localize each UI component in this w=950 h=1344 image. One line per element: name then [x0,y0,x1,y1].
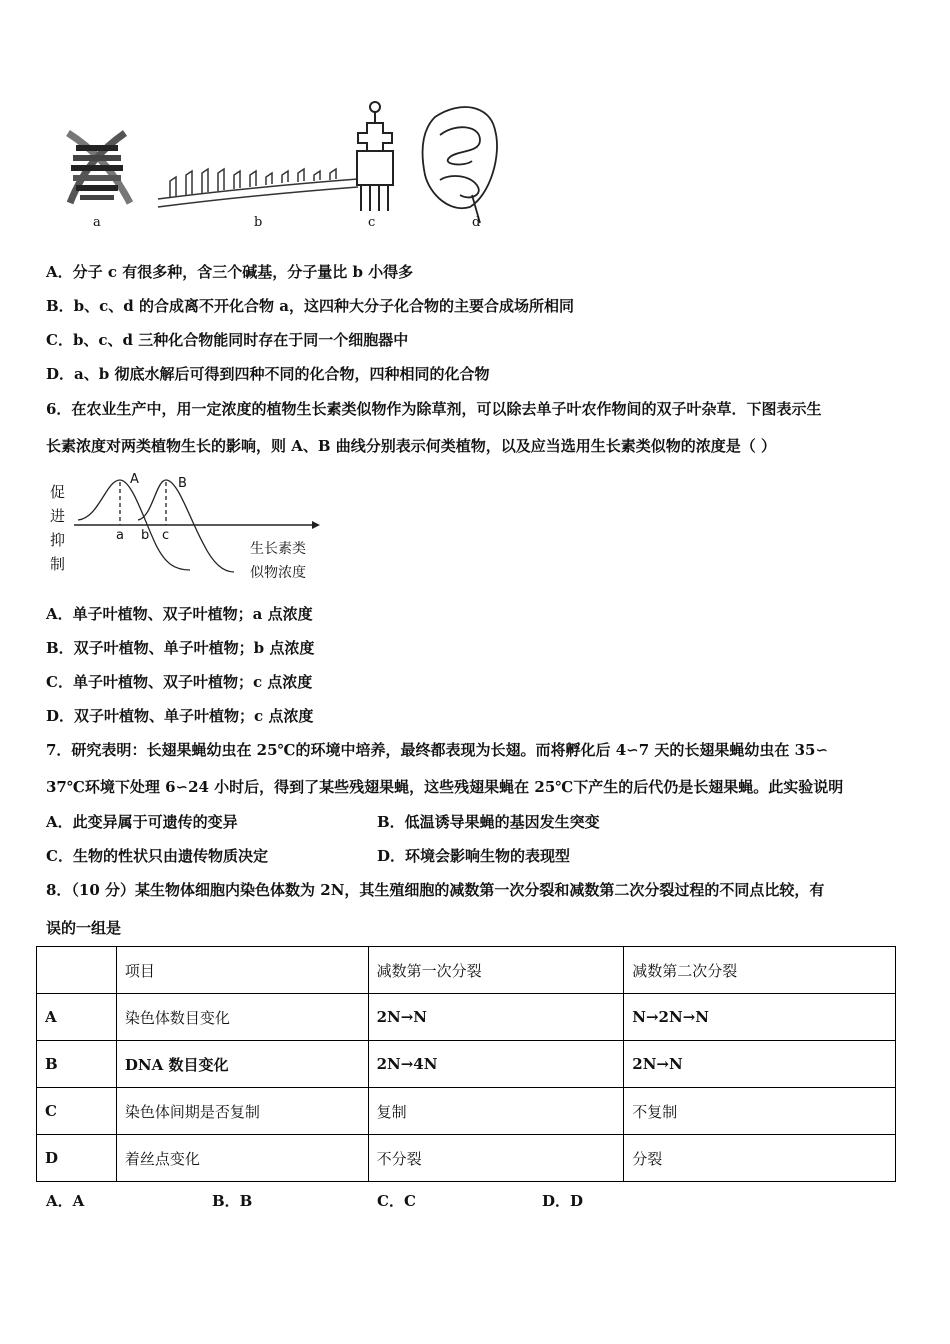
x-axis-label-line1: 生长素类 [250,541,306,557]
table-cell: 复制 [368,1088,624,1135]
graph-y-axis-labels [50,480,65,576]
table-cell: A [37,994,117,1041]
q7-option-b: B．低温诱导果蝇的基因发生突变 [377,813,600,831]
table-cell: 2N→4N [368,1041,624,1088]
trna-icon [357,102,393,211]
q8-option-c: C．C [377,1192,416,1210]
q6-graph [44,470,334,588]
q7-option-a: A．此变异属于可遗传的变异 [46,813,238,831]
q7-stem-line1: 7．研究表明：长翅果蝇幼虫在 25℃的环境中培养，最终都表现为长翅。而将孵化后 4∽7 天的长翅果蝇幼虫在 35∽ [46,741,829,759]
curve-label-a: A [130,472,139,487]
table-row [37,994,896,1041]
table-cell: D [37,1135,117,1182]
figure-label-a: a [93,215,101,230]
table-row [37,1088,896,1135]
tick-label-c: c [162,528,170,543]
x-axis-label-line2: 似物浓度 [250,565,306,581]
table-header-row [37,947,896,994]
q7-stem-line2: 37℃环境下处理 6∽24 小时后，得到了某些残翅果蝇，这些残翅果蝇在 25℃下产生的后代仍是长翅果蝇。此实验说明 [46,778,844,796]
y-label-inhibit-2: 制 [50,555,66,573]
q5-option-c: C．b、c、d 三种化合物能同时存在于同一个细胞器中 [46,331,409,349]
table-header-cell: 减数第一次分裂 [368,947,624,994]
protein-icon [422,107,497,223]
table-header-cell: 减数第二次分裂 [624,947,896,994]
table-cell: DNA 数目变化 [116,1041,368,1088]
table-row [37,1041,896,1088]
table-cell: 着丝点变化 [116,1135,368,1182]
q8-stem-line2: 误的一组是 [46,919,122,937]
molecules-drawing [40,95,520,235]
q6-option-c: C．单子叶植物、双子叶植物；c 点浓度 [46,673,313,691]
table-cell: C [37,1088,117,1135]
table-cell: N→2N→N [624,994,896,1041]
table-header-cell: 项目 [116,947,368,994]
figure-label-c: c [368,215,376,230]
table-cell: 分裂 [624,1135,896,1182]
dna-helix-icon [68,133,130,203]
figure-label-b: b [254,215,263,230]
q8-stem-line1: 8．（10 分）某生物体细胞内染色体数为 2N，其生殖细胞的减数第一次分裂和减数第二次分裂过程的不同点比较，有 [46,881,825,899]
meiosis-comparison-table [36,946,896,1182]
q8-option-a: A．A [46,1192,85,1210]
table-header-cell [37,947,117,994]
table-cell: 不分裂 [368,1135,624,1182]
tick-label-b: b [141,528,150,543]
figure-label-d: d [472,215,481,230]
q6-option-a: A．单子叶植物、双子叶植物；a 点浓度 [46,605,313,623]
table-row [37,1135,896,1182]
q5-option-d: D．a、b 彻底水解后可得到四种不同的化合物，四种相同的化合物 [46,365,490,383]
q7-option-d: D．环境会影响生物的表现型 [377,847,571,865]
curve-label-b: B [178,476,187,491]
mrna-strand-icon [158,169,358,207]
table-cell: 2N→N [624,1041,896,1088]
q8-option-d: D．D [542,1192,584,1210]
y-label-promote-1: 促 [50,483,66,501]
q6-option-b: B．双子叶植物、单子叶植物；b 点浓度 [46,639,315,657]
figure-molecules [40,95,520,235]
table-cell: 染色体数目变化 [116,994,368,1041]
y-label-inhibit-1: 抑 [50,531,66,549]
q6-stem-line2: 长素浓度对两类植物生长的影响，则 A、B 曲线分别表示何类植物，以及应当选用生长素类似物的浓度是（ ） [46,437,776,455]
q6-stem-line1: 6．在农业生产中，用一定浓度的植物生长素类似物作为除草剂，可以除去单子叶农作物间的双子叶杂草．下图表示生 [46,400,822,418]
q8-option-b: B．B [212,1192,253,1210]
table-cell: 2N→N [368,994,624,1041]
q5-option-a: A．分子 c 有很多种，含三个碱基，分子量比 b 小得多 [46,263,414,281]
q5-option-b: B．b、c、d 的合成离不开化合物 a，这四种大分子化合物的主要合成场所相同 [46,297,574,315]
q6-option-d: D．双子叶植物、单子叶植物；c 点浓度 [46,707,314,725]
y-label-promote-2: 进 [50,507,66,525]
table-cell: 染色体间期是否复制 [116,1088,368,1135]
q7-option-c: C．生物的性状只由遗传物质决定 [46,847,268,865]
table-cell: 不复制 [624,1088,896,1135]
tick-label-a: a [116,528,124,543]
table-cell: B [37,1041,117,1088]
